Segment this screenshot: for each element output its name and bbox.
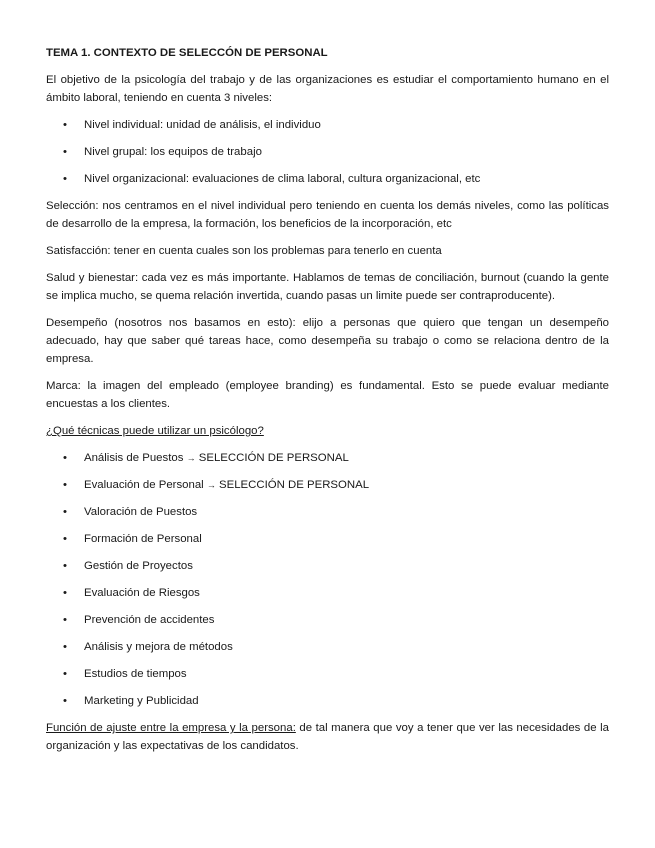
list-item: • Prevención de accidentes	[46, 611, 609, 629]
list-item: • Evaluación de Riesgos	[46, 584, 609, 602]
funcion-label: Función de ajuste entre la empresa y la persona:	[46, 722, 296, 734]
technique-target: SELECCIÓN DE PERSONAL	[219, 479, 370, 491]
list-item: • Nivel grupal: los equipos de trabajo	[46, 143, 609, 161]
list-item: • Formación de Personal	[46, 530, 609, 548]
arrow-icon: →	[186, 453, 196, 463]
list-item: • Marketing y Publicidad	[46, 692, 609, 710]
funcion-text: de tal manera que voy a tener que ver las necesidades de la organización y las expectativas de los candidatos.	[46, 722, 609, 752]
list-item	[46, 449, 609, 467]
list-item: • Nivel organizacional: evaluaciones de clima laboral, cultura organizacional, etc	[46, 170, 609, 188]
list-item: • Estudios de tiempos	[46, 665, 609, 683]
technique-target: SELECCIÓN DE PERSONAL	[198, 452, 349, 464]
arrow-icon: →	[206, 480, 216, 490]
list-item: • Valoración de Puestos	[46, 503, 609, 521]
list-item: • Análisis y mejora de métodos	[46, 638, 609, 656]
funcion-paragraph	[46, 719, 609, 755]
list-item: • Nivel individual: unidad de análisis, el individuo	[46, 116, 609, 134]
seleccion-paragraph: Selección: nos centramos en el nivel individual pero teniendo en cuenta los demás niveles, como las políticas de desarrollo de la empresa, la formación, los beneficios de la incorporación, etc	[46, 200, 609, 230]
list-item: • Gestión de Proyectos	[46, 557, 609, 575]
desempeno-paragraph: Desempeño (nosotros nos basamos en esto): elijo a personas que quiero que tengan un desempeño adecuado, hay que saber qué tareas hace, como desempeña su trabajo o como se relaciona dentro de la empresa.	[46, 317, 609, 365]
satisfaccion-paragraph: Satisfacción: tener en cuenta cuales son los problemas para tenerlo en cuenta	[46, 245, 442, 257]
marca-paragraph: Marca: la imagen del empleado (employee branding) es fundamental. Esto se puede evaluar mediante encuestas a los clientes.	[46, 380, 609, 410]
intro-paragraph: El objetivo de la psicología del trabajo y de las organizaciones es estudiar el comportamiento humano en el ámbito laboral, teniendo en cuenta 3 niveles:	[46, 74, 609, 104]
techniques-list	[46, 449, 609, 710]
technique-label: Análisis de Puestos	[84, 452, 184, 464]
technique-label: Evaluación de Personal	[84, 479, 204, 491]
list-item	[46, 476, 609, 494]
document-title: TEMA 1. CONTEXTO DE SELECCÓN DE PERSONAL	[46, 47, 328, 59]
levels-list	[46, 116, 609, 188]
techniques-heading: ¿Qué técnicas puede utilizar un psicólogo?	[46, 425, 264, 437]
salud-paragraph: Salud y bienestar: cada vez es más importante. Hablamos de temas de conciliación, burnout (cuando la gente se implica mucho, se quema relación invertida, cuando pasas un limite puede ser contraproducente).	[46, 272, 609, 302]
